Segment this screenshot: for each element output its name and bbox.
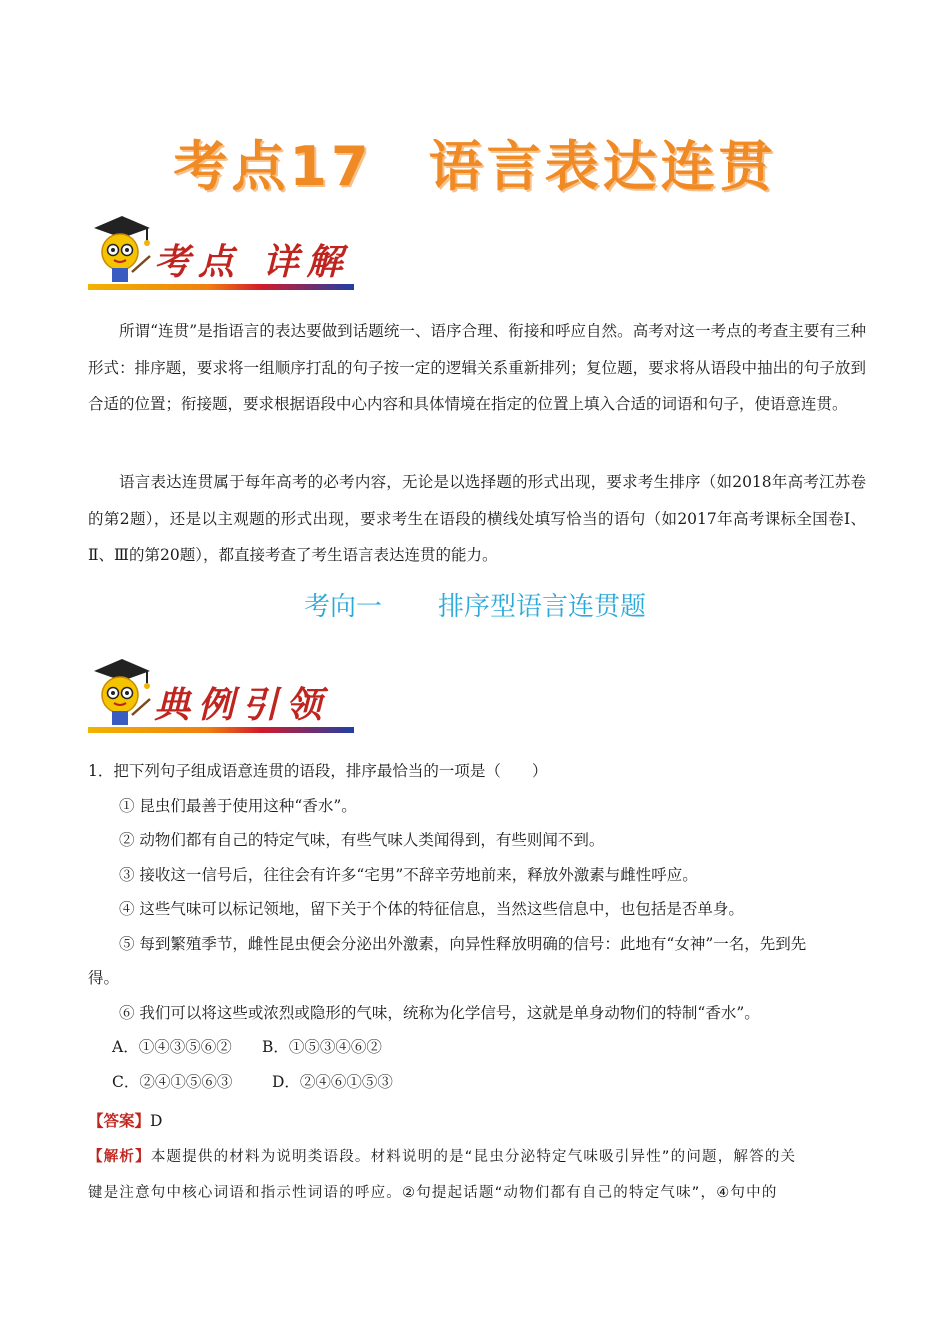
page-title — [0, 124, 950, 201]
answer-label: 【答案】 — [88, 1112, 151, 1130]
analysis-line-2: 键是注意句中核心词语和指示性词语的呼应。②句提起话题“动物们都有自己的特定气味”，④句中的 — [88, 1185, 778, 1201]
option-b[interactable]: B．①⑤③④⑥② — [262, 1038, 382, 1056]
analysis-block — [88, 1139, 866, 1211]
intro-paragraph-2: 语言表达连贯属于每年高考的必考内容，无论是以选择题的形式出现，要求考生排序（如2018年高考江苏卷的第2题），还是以主观题的形式出现，要求考生在语段的横线处填写恰当的语句（如2017年高考课标全国卷Ⅰ、Ⅱ、Ⅲ的第20题），都直接考查了考生语言表达连贯的能力。 — [88, 473, 866, 564]
section-heading — [0, 586, 950, 623]
answer-line — [88, 1103, 866, 1139]
sentence-2: ② 动物们都有自己的特定气味，有些气味人类闻得到，有些则闻不到。 — [119, 831, 605, 849]
mascot-icon — [88, 655, 158, 727]
sentence-5-continued: 得。 — [88, 969, 120, 987]
sentence-1: ① 昆虫们最善于使用这种“香水”。 — [119, 796, 357, 815]
option-c[interactable]: C．②④①⑤⑥③ — [112, 1072, 233, 1091]
analysis-line-1: 本题提供的材料为说明类语段。材料说明的是“昆虫分泌特定气味吸引异性”的问题，解答的关 — [150, 1149, 797, 1165]
intro-paragraph-1: 所谓“连贯”是指语言的表达要做到话题统一、语序合理、衔接和呼应自然。高考对这一考点的考查主要有三种形式：排序题，要求将一组顺序打乱的句子按一定的逻辑关系重新排列；复位题，要求将从语段中抽出的句子放到合适的位置；衔接题，要求根据语段中心内容和具体情境在指定的位置上填入合适的词语和句子，使语意连贯。 — [88, 322, 866, 413]
question-stem: 1．把下列句子组成语意连贯的语段，排序最恰当的一项是（ ） — [88, 762, 548, 780]
option-d[interactable]: D．②④⑥①⑤③ — [272, 1072, 393, 1091]
banner-bar — [88, 727, 354, 733]
analysis-label: 【解析】 — [88, 1149, 151, 1165]
question-block — [88, 754, 866, 1099]
banner-label: 典例引领 — [154, 684, 331, 726]
banner-dianli — [88, 655, 354, 755]
sentence-6: ⑥ 我们可以将这些或浓烈或隐形的气味，统称为化学信号，这就是单身动物们的特制“香水”。 — [119, 1003, 760, 1022]
section-part1: 考向一 — [303, 592, 382, 622]
title-part1: 考点17 — [173, 135, 373, 198]
mascot-icon — [88, 212, 158, 284]
sentence-4: ④ 这些气味可以标记领地，留下关于个体的特征信息，当然这些信息中，也包括是否单身。 — [119, 900, 744, 918]
banner-kaodian — [88, 212, 354, 312]
banner-label: 考点 详解 — [154, 241, 351, 283]
title-part2: 语言表达连贯 — [428, 135, 777, 198]
banner-bar — [88, 284, 354, 290]
section-part2: 排序型语言连贯题 — [438, 592, 647, 622]
sentence-5: ⑤ 每到繁殖季节，雌性昆虫便会分泌出外激素，向异性释放明确的信号：此地有“女神”一名，先到先 — [119, 934, 807, 953]
answer-value: D — [150, 1112, 163, 1130]
sentence-3: ③ 接收这一信号后，往往会有许多“宅男”不辞辛劳地前来，释放外激素与雌性呼应。 — [119, 865, 698, 884]
option-a[interactable]: A．①④③⑤⑥② — [112, 1038, 232, 1056]
